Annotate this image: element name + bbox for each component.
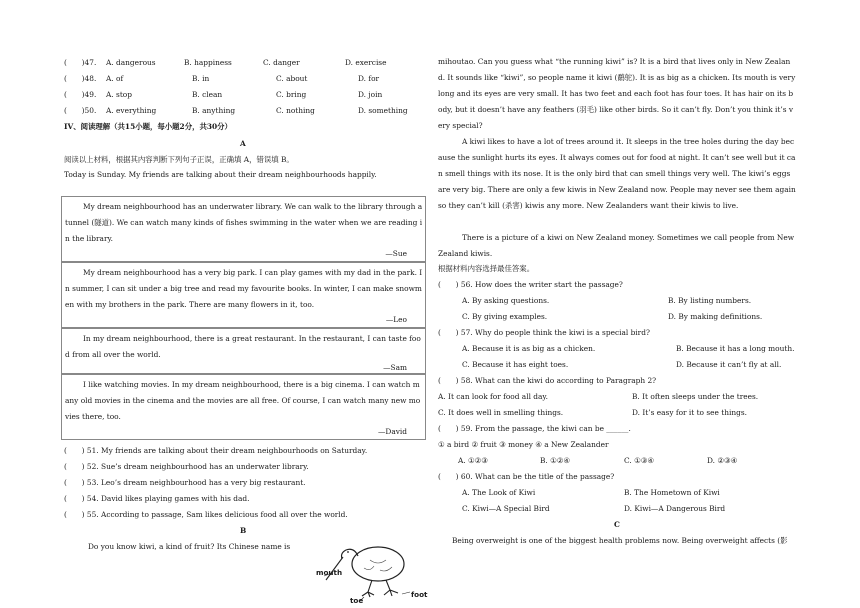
option-a: A. By asking questions. (462, 296, 550, 305)
passage-b-paragraph-1: mihoutao. Can you guess what “the running kiwi” is? It is a bird that lives only in New Zealand. It sounds like “kiwi”, so people name it kiwi (鹬鸵). It is as big as a chicken. Its mouth is very long and its eyes are very small. It has two feet and each foot has four toes. It has hair on its body, but it doesn’t have any feathers (羽毛) like other birds. So it can’t fly. Don’t you think it’s very special? (438, 57, 796, 130)
option-c: C. ①③④ (624, 456, 654, 465)
option-a: A. It can look for food all day. (438, 392, 548, 401)
label-toe: toe (350, 596, 364, 605)
passage-text: My dream neighbourhood has an underwater library. We can walk to the library through a tunnel (隧道). We can watch many kinds of fishes swimming in the water when we are reading in the library. (65, 202, 423, 243)
option-c: C. Kiwi—A Special Bird (462, 504, 550, 513)
part-b-instruction: 根据材料内容选择最佳答案。 (438, 264, 535, 273)
part-b-label: B (240, 526, 247, 535)
option-a: A. The Look of Kiwi (462, 488, 536, 497)
option-d: D. It’s easy for it to see things. (632, 408, 747, 417)
passage-text: My dream neighbourhood has a very big park. I can play games with my dad in the park. In summer, I can sit under a big tree and read my favourite books. In winter, I can make snowmen with my brothers in the park. There are many flowers in it, too. (65, 268, 423, 309)
section-title: IV、阅读理解（共15小题，每小题2分，共30分） (64, 122, 232, 131)
signature: —Sam (383, 363, 407, 372)
part-c-label: C (614, 520, 620, 529)
question-59: ( ) 59. From the passage, the kiwi can be ______. (438, 424, 631, 433)
signature: —Leo (385, 315, 407, 324)
option-c: C. bring (276, 90, 307, 99)
option-b: B. The Hometown of Kiwi (624, 488, 720, 497)
option-a: A. stop (106, 90, 132, 99)
passage-text: I like watching movies. In my dream neighbourhood, there is a big cinema. I can watch many old movies in the cinema and the movies are all free. Of course, I can watch many new movies there, too. (65, 380, 421, 421)
option-b: B. happiness (184, 58, 232, 67)
question-52: ( ) 52. Sue’s dream neighbourhood has an underwater library. (64, 462, 309, 471)
option-b: B. It often sleeps under the trees. (632, 392, 759, 401)
part-b-opening: Do you know kiwi, a kind of fruit? Its Chinese name is (88, 542, 291, 551)
option-a: A. everything (106, 106, 157, 115)
option-c: C. about (276, 74, 308, 83)
option-b: B. By listing numbers. (668, 296, 752, 305)
question-number: ( )47. (64, 58, 97, 67)
signature: —Sue (385, 249, 407, 258)
part-a-intro: Today is Sunday. My friends are talking about their dream neighbourhoods happily. (64, 170, 377, 179)
passage-box-sam (61, 328, 426, 374)
question-55: ( ) 55. According to passage, Sam likes delicious food all over the world. (64, 510, 348, 519)
label-foot: foot (411, 590, 428, 599)
option-a: A. of (106, 74, 124, 83)
option-a: A. Because it is as big as a chicken. (462, 344, 596, 353)
option-b: B. anything (192, 106, 236, 115)
part-c-opening: Being overweight is one of the biggest health problems now. Being overweight affects (影 (452, 536, 788, 545)
passage-box-david (61, 374, 426, 440)
option-c: C. It does well in smelling things. (438, 408, 564, 417)
option-c: C. By giving examples. (462, 312, 548, 321)
option-b: B. in (192, 74, 210, 83)
passage-box-sue (61, 196, 426, 262)
question-53: ( ) 53. Leo’s dream neighbourhood has a very big restaurant. (64, 478, 306, 487)
signature: —David (378, 427, 407, 436)
option-d: D. By making definitions. (668, 312, 763, 321)
option-b: B. Because it has a long mouth. (676, 344, 795, 353)
option-b: B. clean (192, 90, 223, 99)
passage-b-paragraph-2: A kiwi likes to have a lot of trees around it. It sleeps in the tree holes during the day because the sunlight hurts its eyes. It always comes out for food at night. It can’t see well but it can smell things with its nose. It is the only bird that can smell things very well. The kiwi’s eggs are very big. There are only a few kiwis in New Zealand now. People may never see them again so they can’t kill (杀害) kiwis any more. New Zealanders want their kiwis to live. (438, 137, 796, 210)
option-a: A. ①②③ (458, 456, 488, 465)
option-c: C. danger (263, 58, 300, 67)
question-number: ( )49. (64, 90, 97, 99)
question-56: ( ) 56. How does the writer start the passage? (438, 280, 623, 289)
question-59-items: ① a bird ② fruit ③ money ④ a New Zealander (438, 440, 609, 449)
option-d: D. something (358, 106, 408, 115)
option-d: D. Kiwi—A Dangerous Bird (624, 504, 726, 513)
passage-box-leo (61, 262, 426, 328)
option-d: D. for (358, 74, 380, 83)
option-b: B. ①②④ (540, 456, 571, 465)
option-c: C. Because it has eight toes. (462, 360, 569, 369)
question-51: ( ) 51. My friends are talking about their dream neighbourhoods on Saturday. (64, 446, 368, 455)
option-d: D. ②③④ (707, 456, 738, 465)
question-58: ( ) 58. What can the kiwi do according to Paragraph 2? (438, 376, 657, 385)
label-mouth: mouth (316, 568, 343, 577)
option-c: C. nothing (276, 106, 315, 115)
passage-b-paragraph-3: There is a picture of a kiwi on New Zealand money. Sometimes we call people from New Zealand kiwis. (438, 233, 795, 258)
option-d: D. Because it can’t fly at all. (676, 360, 782, 369)
question-60: ( ) 60. What can be the title of the passage? (438, 472, 615, 481)
question-54: ( ) 54. David likes playing games with his dad. (64, 494, 250, 503)
question-number: ( )50. (64, 106, 97, 115)
option-d: D. exercise (345, 58, 387, 67)
question-number: ( )48. (64, 74, 97, 83)
question-57: ( ) 57. Why do people think the kiwi is a special bird? (438, 328, 650, 337)
passage-text: In my dream neighbourhood, there is a great restaurant. In the restaurant, I can taste food from all over the world. (65, 334, 421, 359)
part-a-label: A (240, 139, 246, 148)
option-a: A. dangerous (106, 58, 156, 67)
part-a-instruction: 阅读以上材料，根据其内容判断下列句子正误，正确填 A，错误填 B。 (64, 155, 294, 164)
option-d: D. join (358, 90, 383, 99)
